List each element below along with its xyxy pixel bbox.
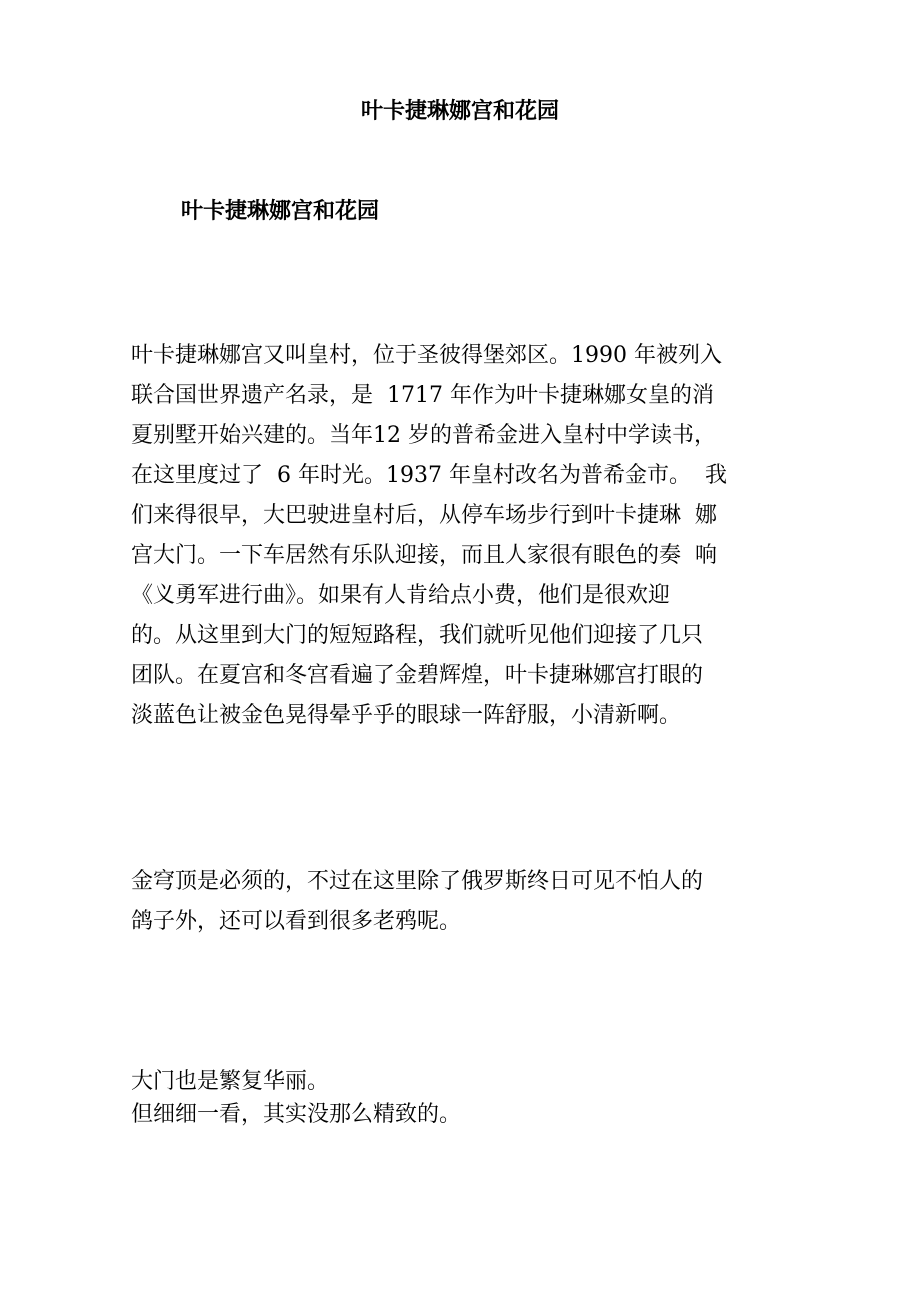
page-title: 叶卡捷琳娜宫和花园 bbox=[360, 98, 559, 124]
text-line: 鸽子外，还可以看到很多老鸦呢。 bbox=[131, 909, 462, 934]
text-line: 夏别墅开始兴建的。当年12 岁的普希金进入皇村中学读书， bbox=[131, 423, 716, 448]
text-line: 们来得很早，大巴驶进皇村后，从停车场步行到叶卡捷琳 娜 bbox=[131, 503, 717, 528]
text-line: 宫大门。一下车居然有乐队迎接，而且人家很有眼色的奏 响 bbox=[131, 543, 717, 568]
section-heading: 叶卡捷琳娜宫和花园 bbox=[181, 198, 380, 224]
text-line: 淡蓝色让被金色晃得晕乎乎的眼球一阵舒服，小清新啊。 bbox=[131, 703, 682, 728]
text-line: 的。从这里到大门的短短路程，我们就听见他们迎接了几只 bbox=[131, 623, 704, 648]
text-line: 联合国世界遗产名录，是 1717 年作为叶卡捷琳娜女皇的消 bbox=[131, 383, 714, 408]
text-line: 《义勇军进行曲》。如果有人肯给点小费，他们是很欢迎 bbox=[131, 583, 671, 608]
text-line: 金穹顶是必须的，不过在这里除了俄罗斯终日可见不怕人的 bbox=[131, 869, 704, 894]
text-line: 大门也是繁复华丽。 bbox=[131, 1069, 330, 1094]
text-line: 但细细一看，其实没那么精致的。 bbox=[131, 1102, 462, 1127]
text-line: 团队。在夏宫和冬宫看遍了金碧辉煌，叶卡捷琳娜宫打眼的 bbox=[131, 663, 704, 688]
text-line: 叶卡捷琳娜宫又叫皇村，位于圣彼得堡郊区。1990 年被列入 bbox=[131, 343, 722, 368]
text-line: 在这里度过了 6 年时光。1937 年皇村改名为普希金市。 我 bbox=[131, 463, 727, 488]
